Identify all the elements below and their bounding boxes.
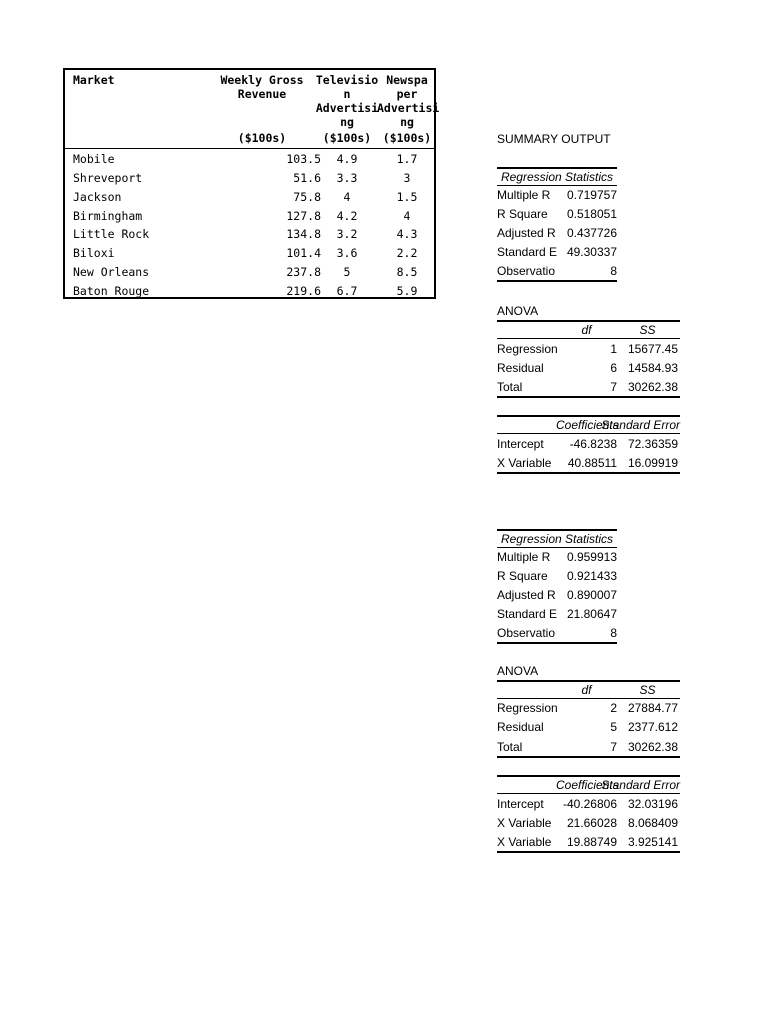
- table-row: [65, 150, 434, 169]
- market-column-header: Market: [73, 73, 115, 87]
- revenue-value: 219.6: [286, 284, 321, 298]
- regression-statistics-title: Regression Statistics: [500, 532, 614, 546]
- revenue-column-header: [206, 73, 318, 101]
- anova-df: 2: [610, 701, 617, 715]
- news-column-header: [377, 73, 440, 129]
- table-header-rule: [497, 793, 680, 794]
- coef-row-label: X Variable: [497, 835, 552, 849]
- anova-df: 6: [610, 361, 617, 375]
- standard-error-header: Standard Error: [601, 778, 680, 792]
- stat-value: 0.921433: [566, 569, 617, 583]
- table-bottom-rule: [497, 396, 680, 398]
- anova-title: ANOVA: [497, 304, 539, 318]
- revenue-header-line: Weekly Gross: [220, 73, 304, 87]
- table-header-rule: [497, 338, 680, 339]
- table-bottom-rule: [497, 642, 617, 644]
- market-name: Biloxi: [73, 246, 115, 260]
- anova-row-label: Total: [497, 380, 523, 394]
- se-value: 3.925141: [627, 835, 678, 849]
- stat-label: Adjusted R: [497, 226, 556, 240]
- coef-value: -46.8238: [569, 437, 617, 451]
- anova-ss: 15677.45: [627, 342, 678, 356]
- revenue-unit: ($100s): [237, 131, 287, 145]
- news-value: 4: [403, 209, 411, 223]
- table-top-rule: [497, 167, 617, 169]
- market-name: Jackson: [73, 190, 122, 204]
- tv-value: 4.2: [336, 209, 358, 223]
- coef-value: 19.88749: [566, 835, 617, 849]
- stat-value: 0.437726: [566, 226, 617, 240]
- tv-header-line: n: [343, 87, 351, 101]
- anova-row-label: Regression: [497, 342, 558, 356]
- stat-label: R Square: [497, 569, 548, 583]
- coef-value: 21.66028: [566, 816, 617, 830]
- table-header-rule: [497, 547, 617, 548]
- news-value: 3: [403, 171, 411, 185]
- stat-value: 21.80647: [566, 607, 617, 621]
- table-header-rule: [497, 433, 680, 434]
- table-header-rule: [497, 698, 680, 699]
- table-header-rule: [497, 185, 617, 186]
- tv-header-line: ng: [340, 115, 354, 129]
- revenue-value: 101.4: [286, 246, 321, 260]
- se-value: 16.09919: [627, 456, 678, 470]
- market-data-table: [63, 68, 440, 299]
- news-header-line: Advertisi: [377, 101, 440, 115]
- stat-value: 49.30337: [566, 245, 617, 259]
- news-header-line: per: [396, 87, 418, 101]
- ss-header: SS: [639, 323, 656, 337]
- anova-ss: 30262.38: [627, 380, 678, 394]
- news-value: 1.7: [396, 152, 418, 166]
- revenue-value: 237.8: [286, 265, 321, 279]
- table-header: [65, 70, 440, 149]
- df-header: df: [581, 323, 592, 337]
- revenue-value: 75.8: [293, 190, 321, 204]
- ss-header: SS: [639, 683, 656, 697]
- table-row: [65, 282, 434, 301]
- anova-df: 7: [610, 740, 617, 754]
- news-value: 4.3: [396, 227, 418, 241]
- summary-output-title: SUMMARY OUTPUT: [497, 132, 611, 146]
- table-row: [65, 207, 434, 226]
- tv-value: 3.6: [336, 246, 358, 260]
- revenue-value: 51.6: [293, 171, 321, 185]
- anova-ss: 27884.77: [627, 701, 678, 715]
- coef-row-label: X Variable: [497, 456, 552, 470]
- anova-df: 1: [610, 342, 617, 356]
- anova-row-label: Total: [497, 740, 523, 754]
- anova-ss: 14584.93: [627, 361, 678, 375]
- coef-row-label: Intercept: [497, 437, 544, 451]
- tv-value: 5: [343, 265, 351, 279]
- tv-value: 3.2: [336, 227, 358, 241]
- table-bottom-rule: [497, 280, 617, 282]
- table-row: [65, 169, 434, 188]
- stat-label: Multiple R: [497, 550, 551, 564]
- tv-value: 4: [343, 190, 351, 204]
- table-top-rule: [497, 680, 680, 682]
- news-unit: ($100s): [382, 131, 432, 145]
- tv-column-header: [315, 73, 379, 129]
- table-row: [65, 225, 434, 244]
- regression-statistics-title: Regression Statistics: [500, 170, 614, 184]
- market-name: Shreveport: [73, 171, 143, 185]
- revenue-value: 134.8: [286, 227, 321, 241]
- news-value: 5.9: [396, 284, 418, 298]
- tv-value: 3.3: [336, 171, 358, 185]
- table-bottom-rule: [497, 851, 680, 853]
- revenue-value: 103.5: [286, 152, 321, 166]
- standard-error-header: Standard Error: [601, 418, 680, 432]
- market-name: Birmingham: [73, 209, 143, 223]
- coef-row-label: Intercept: [497, 797, 544, 811]
- stat-label: Standard E: [497, 245, 558, 259]
- news-header-line: ng: [400, 115, 414, 129]
- coef-value: 40.88511: [567, 456, 617, 470]
- tv-header-line: Advertisi: [315, 101, 379, 115]
- stat-value: 0.719757: [566, 188, 617, 202]
- revenue-value: 127.8: [286, 209, 321, 223]
- table-top-rule: [497, 529, 617, 531]
- table-bottom-rule: [497, 756, 680, 758]
- table-top-rule: [497, 415, 680, 417]
- news-header-line: Newspa: [386, 73, 428, 87]
- anova-df: 5: [610, 720, 617, 734]
- stat-value: 0.959913: [566, 550, 617, 564]
- stat-label: R Square: [497, 207, 548, 221]
- se-value: 32.03196: [627, 797, 678, 811]
- stat-label: Observatio: [497, 264, 556, 278]
- news-value: 1.5: [396, 190, 418, 204]
- table-top-rule: [497, 775, 680, 777]
- table-top-rule: [497, 320, 680, 322]
- anova-ss: 2377.612: [627, 720, 678, 734]
- stat-label: Adjusted R: [497, 588, 556, 602]
- market-name: New Orleans: [73, 265, 150, 279]
- market-name: Mobile: [73, 152, 115, 166]
- anova-title: ANOVA: [497, 664, 539, 678]
- anova-row-label: Regression: [497, 701, 558, 715]
- tv-header-line: Televisio: [315, 73, 379, 87]
- revenue-header-line: Revenue: [237, 87, 287, 101]
- anova-row-label: Residual: [497, 361, 544, 375]
- stat-value: 0.890007: [566, 588, 617, 602]
- anova-row-label: Residual: [497, 720, 544, 734]
- stat-value: 8: [610, 626, 617, 640]
- coef-row-label: X Variable: [497, 816, 552, 830]
- news-value: 8.5: [396, 265, 418, 279]
- stat-label: Standard E: [497, 607, 558, 621]
- table-bottom-rule: [497, 472, 680, 474]
- table-row: [65, 244, 434, 263]
- tv-value: 6.7: [336, 284, 358, 298]
- tv-value: 4.9: [336, 152, 358, 166]
- table-row: [65, 263, 434, 282]
- market-name: Baton Rouge: [73, 284, 150, 298]
- anova-df: 7: [610, 380, 617, 394]
- df-header: df: [581, 683, 592, 697]
- anova-ss: 30262.38: [627, 740, 678, 754]
- coefficients-header: Coefficients: [556, 418, 619, 432]
- stat-label: Observatio: [497, 626, 556, 640]
- se-value: 72.36359: [627, 437, 678, 451]
- tv-unit: ($100s): [322, 131, 372, 145]
- stat-value: 8: [610, 264, 617, 278]
- se-value: 8.068409: [627, 816, 678, 830]
- stat-label: Multiple R: [497, 188, 551, 202]
- coefficients-header: Coefficients: [556, 778, 619, 792]
- news-value: 2.2: [396, 246, 418, 260]
- table-row: [65, 188, 434, 207]
- stat-value: 0.518051: [566, 207, 617, 221]
- coef-value: -40.26806: [562, 797, 617, 811]
- market-name: Little Rock: [73, 227, 150, 241]
